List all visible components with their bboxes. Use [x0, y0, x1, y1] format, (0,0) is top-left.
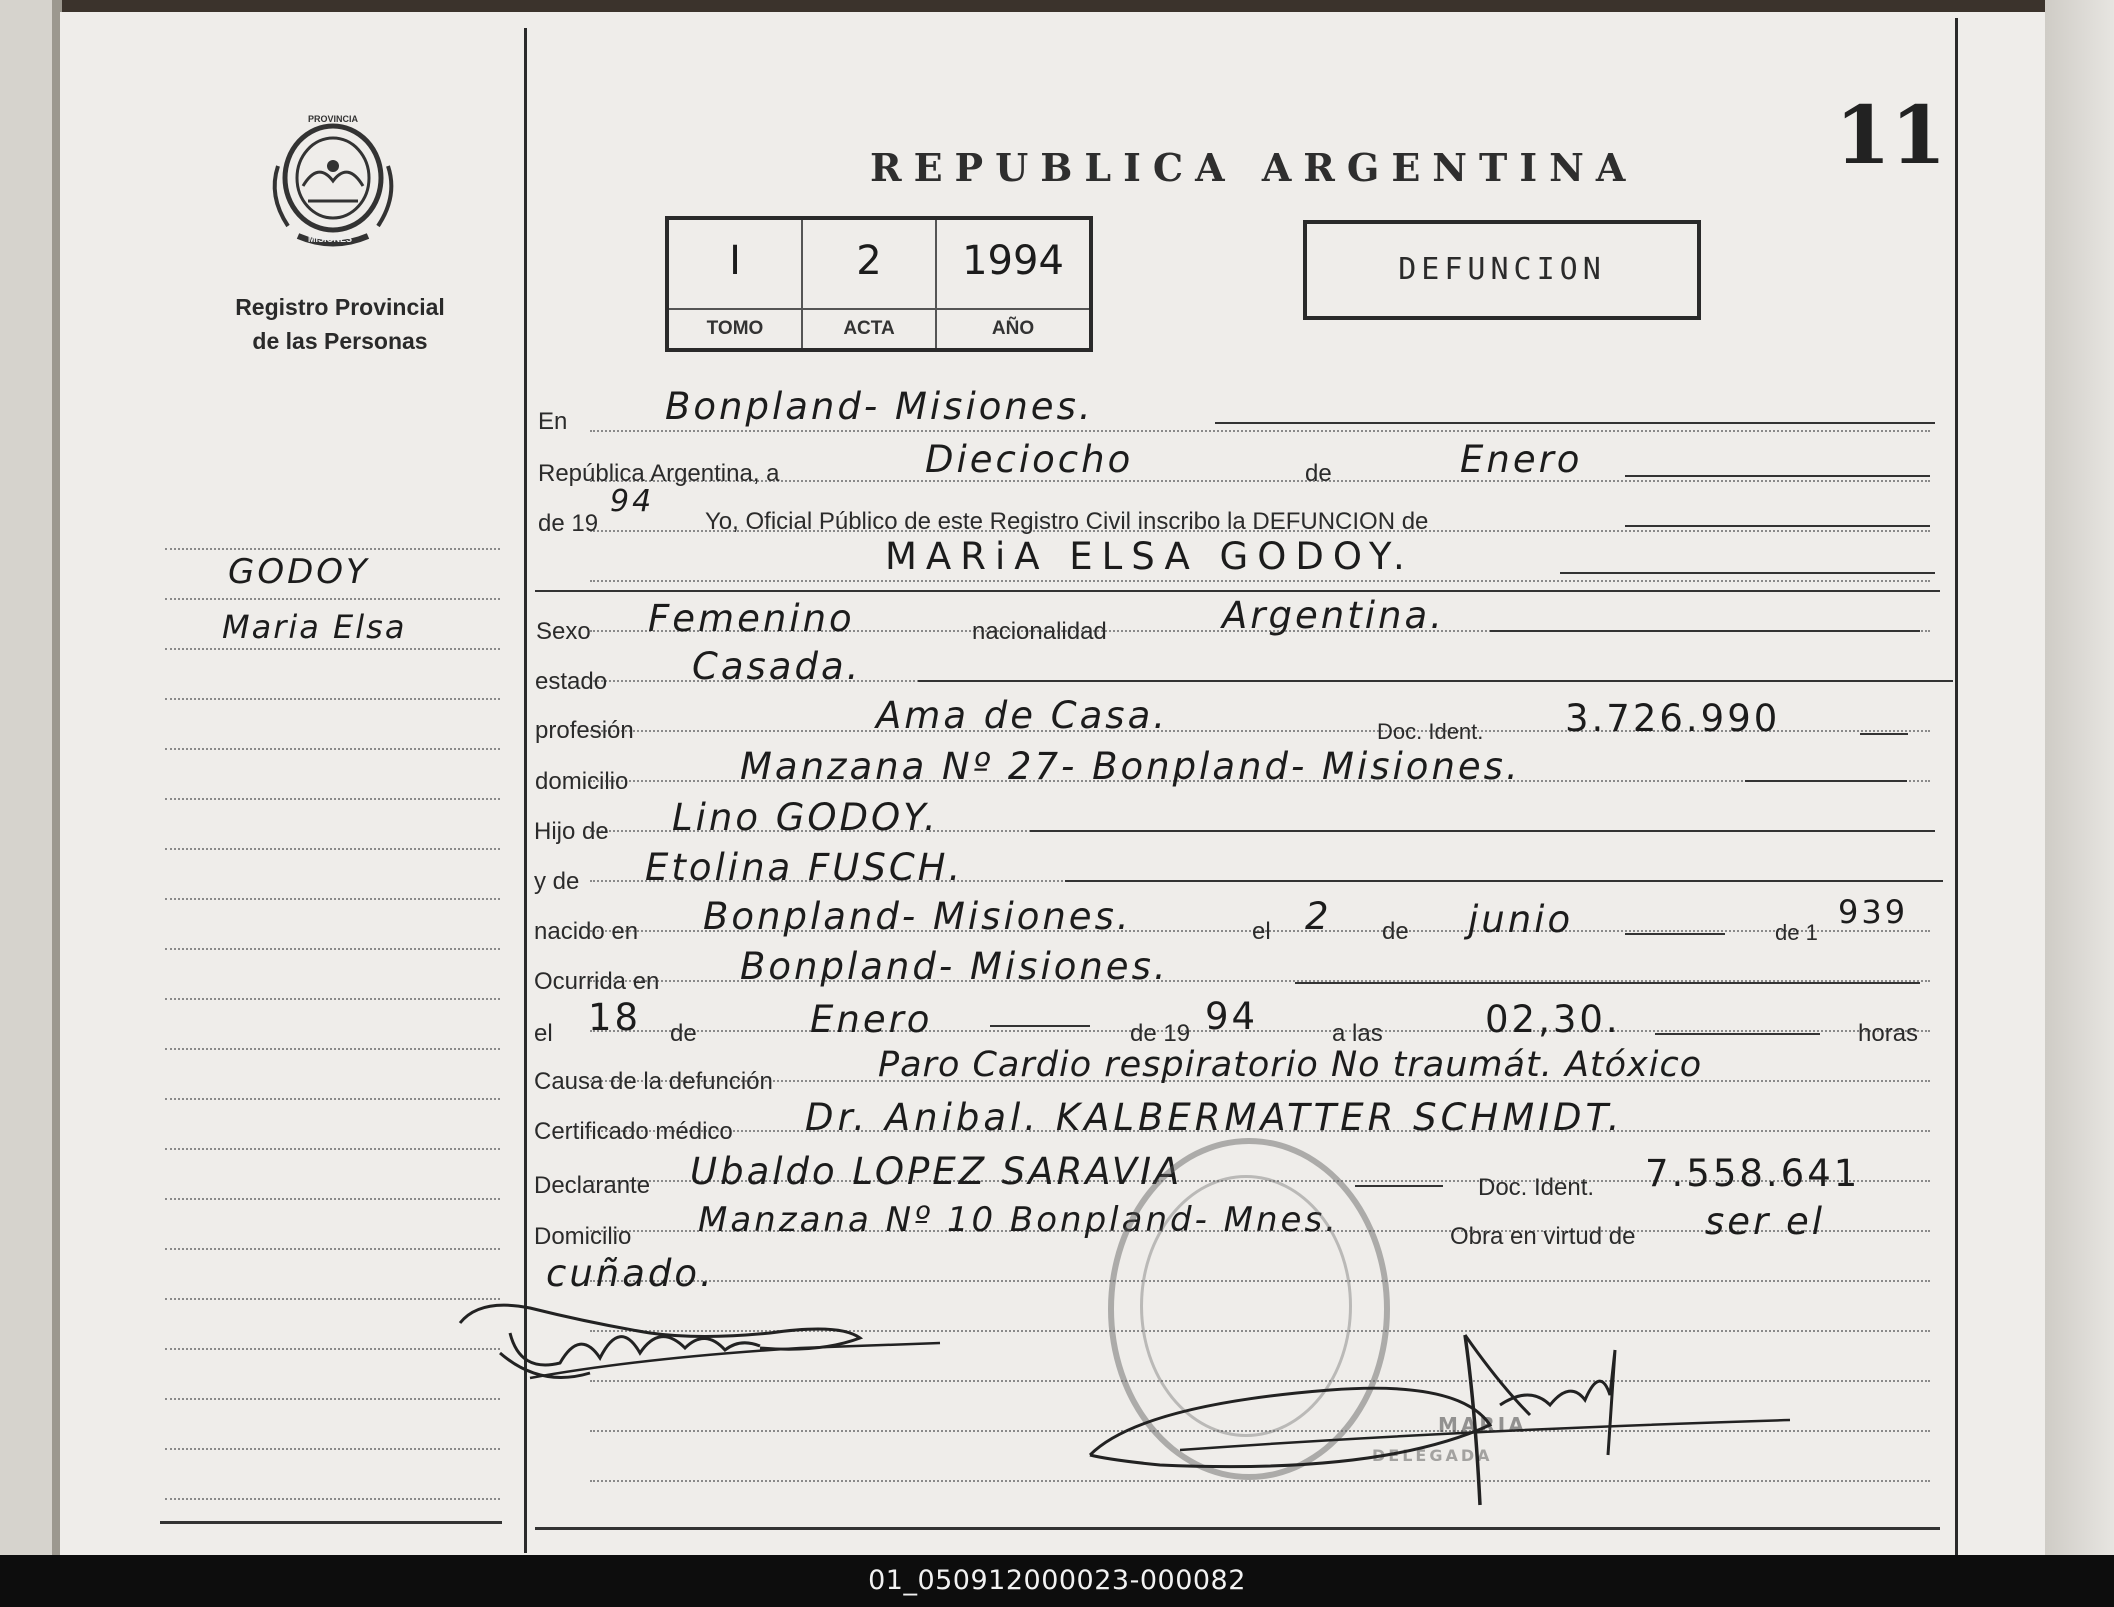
- tomo-value: I: [729, 238, 741, 284]
- margin-given-names: Maria Elsa: [222, 608, 407, 646]
- label-profesion: profesión: [535, 717, 634, 744]
- label-a-las: a las: [1332, 1020, 1383, 1047]
- record-cell-ano: [937, 220, 1089, 348]
- fill-line: [1655, 1033, 1820, 1035]
- margin-dotted-line: [165, 1248, 500, 1250]
- label-el-birth: el: [1252, 918, 1271, 945]
- stamp-role: DELEGADA: [1372, 1446, 1493, 1465]
- value-birthplace: Bonpland- Misiones.: [703, 895, 1132, 938]
- previous-page-edge: [0, 0, 60, 1555]
- label-el-death: el: [534, 1020, 553, 1047]
- stamp-name: MARIA: [1438, 1413, 1527, 1437]
- label-domicilio-declarant: Domicilio: [534, 1223, 632, 1250]
- ano-value: 1994: [962, 238, 1064, 284]
- label-en: En: [538, 408, 568, 435]
- value-nationality: Argentina.: [1222, 594, 1445, 637]
- value-death-month: Enero: [810, 998, 933, 1041]
- fill-line: [990, 1025, 1090, 1027]
- value-sex: Femenino: [648, 597, 855, 640]
- label-declarant-doc: Doc. Ident.: [1478, 1174, 1595, 1201]
- scan-identifier: 01_050912000023-000082: [0, 1555, 2114, 1607]
- value-certifier: Dr. Anibal. KALBERMATTER SCHMIDT.: [805, 1096, 1624, 1139]
- value-birth-year: 939: [1838, 893, 1909, 931]
- value-birth-day: 2: [1305, 895, 1332, 938]
- label-y-de: y de: [534, 868, 580, 895]
- label-obra: Obra en virtud de: [1450, 1223, 1636, 1250]
- record-cell-tomo: [669, 220, 803, 348]
- value-year-short: 94: [610, 484, 655, 519]
- margin-dotted-line: [165, 1098, 500, 1100]
- official-signature: [1080, 1325, 1800, 1515]
- label-hijo-de: Hijo de: [534, 818, 609, 845]
- form-dotted-line: [590, 1030, 1930, 1032]
- value-month: Enero: [1460, 438, 1583, 481]
- margin-dotted-line: [165, 648, 500, 650]
- seal-text-top: PROVINCIA: [308, 114, 359, 124]
- margin-dotted-line: [165, 1448, 500, 1450]
- value-profession: Ama de Casa.: [876, 694, 1169, 737]
- value-deceased-name: MARiA ELSA GODOY.: [885, 535, 1414, 578]
- fill-line: [1625, 475, 1930, 477]
- margin-dotted-line: [165, 1048, 500, 1050]
- margin-dotted-line: [165, 998, 500, 1000]
- fill-line: [1490, 630, 1920, 632]
- margin-dotted-line: [165, 1198, 500, 1200]
- label-declarante: Declarante: [534, 1172, 651, 1199]
- seal-text-bottom: MISIONES: [308, 234, 353, 244]
- margin-dotted-line: [165, 898, 500, 900]
- label-de-birth-month: de: [1382, 918, 1409, 945]
- label-de-death-month: de: [670, 1020, 697, 1047]
- value-day-words: Dieciocho: [925, 438, 1134, 481]
- value-civil-status: Casada.: [692, 645, 862, 688]
- fill-line: [1295, 982, 1920, 984]
- value-declarant-address: Manzana Nº 10 Bonpland- Mnes.: [698, 1200, 1339, 1240]
- label-sexo: Sexo: [536, 618, 591, 645]
- fill-line: [1560, 572, 1935, 574]
- tomo-label: TOMO: [706, 318, 764, 339]
- value-mother: Etolina FUSCH.: [645, 846, 964, 889]
- value-place: Bonpland- Misiones.: [665, 385, 1094, 428]
- margin-dotted-line: [165, 698, 500, 700]
- right-border: [1955, 18, 1958, 1555]
- value-declarant: Ubaldo LOPEZ SARAVIA: [690, 1150, 1183, 1193]
- value-birth-month: junio: [1468, 898, 1574, 941]
- page-number: 11: [1835, 88, 1947, 182]
- label-de-month: de: [1305, 460, 1332, 487]
- form-bottom-rule: [535, 1527, 1940, 1530]
- value-father: Lino GODOY.: [672, 796, 939, 839]
- fill-line: [918, 680, 1953, 682]
- label-horas: horas: [1858, 1020, 1919, 1047]
- value-death-year-short: 94: [1205, 995, 1259, 1038]
- label-nacido-en: nacido en: [534, 918, 639, 945]
- fill-line: [1625, 933, 1725, 935]
- value-address: Manzana Nº 27- Bonpland- Misiones.: [740, 745, 1521, 788]
- document-title: REPUBLICA ARGENTINA: [870, 145, 1638, 190]
- value-death-place: Bonpland- Misiones.: [740, 945, 1169, 988]
- margin-dotted-line: [165, 598, 500, 600]
- value-declarant-doc: 7.558.641: [1645, 1152, 1861, 1195]
- margin-dotted-line: [165, 1148, 500, 1150]
- form-dotted-line: [590, 480, 1930, 482]
- registry-line-1: Registro Provincial: [235, 294, 445, 320]
- label-causa: Causa de la defunción: [534, 1068, 773, 1095]
- value-cause: Paro Cardio respiratorio No traumát. Atóxico: [878, 1045, 1703, 1085]
- scanner-edge: [0, 0, 2114, 12]
- margin-dotted-line: [165, 548, 500, 550]
- margin-dotted-line: [165, 948, 500, 950]
- label-ocurrida-en: Ocurrida en: [534, 968, 660, 995]
- value-death-day: 18: [588, 996, 642, 1039]
- fill-line: [1065, 880, 1943, 882]
- label-doc-ident: Doc. Ident.: [1377, 719, 1484, 744]
- fill-line: [535, 590, 1940, 592]
- record-cell-acta: [803, 220, 937, 348]
- fill-line: [1355, 1185, 1443, 1187]
- registry-line-2: de las Personas: [252, 328, 428, 354]
- fill-line: [1030, 830, 1935, 832]
- fill-line: [1745, 780, 1907, 782]
- label-republica: República Argentina, a: [538, 460, 780, 487]
- value-doc-ident: 3.726.990: [1565, 697, 1781, 740]
- margin-dotted-line: [165, 748, 500, 750]
- form-dotted-line: [590, 580, 1930, 582]
- margin-surname: GODOY: [228, 552, 370, 592]
- label-nacionalidad: nacionalidad: [972, 618, 1107, 645]
- label-domicilio: domicilio: [535, 768, 629, 795]
- margin-dotted-line: [165, 1398, 500, 1400]
- label-de-19: de 19: [538, 510, 599, 537]
- label-de-1: de 1: [1775, 920, 1818, 945]
- acta-label: ACTA: [843, 318, 895, 339]
- fill-line: [1215, 422, 1935, 424]
- next-page-edge: [2045, 0, 2114, 1555]
- ano-label: AÑO: [991, 318, 1035, 339]
- margin-dotted-line: [165, 848, 500, 850]
- label-de-19-death: de 19: [1130, 1020, 1191, 1047]
- fill-line: [1625, 525, 1930, 527]
- value-death-time: 02,30.: [1485, 998, 1621, 1041]
- form-dotted-line: [590, 430, 1930, 432]
- label-certificado: Certificado médico: [534, 1118, 733, 1145]
- label-estado: estado: [535, 668, 608, 695]
- document-type-box: DEFUNCION: [1303, 220, 1701, 320]
- value-obra-reason: ser el: [1705, 1200, 1826, 1243]
- record-box: [665, 216, 1093, 352]
- label-inscribo: Yo, Oficial Público de este Registro Civil inscribo la DEFUNCION de: [705, 508, 1429, 535]
- margin-dotted-line: [165, 1498, 500, 1500]
- acta-value: 2: [856, 238, 882, 284]
- value-relation: cuñado.: [546, 1252, 715, 1295]
- provincial-seal: [258, 106, 408, 256]
- fill-line: [1860, 733, 1908, 735]
- margin-bottom-rule: [160, 1521, 502, 1524]
- registry-name: [200, 290, 480, 358]
- margin-dotted-line: [165, 798, 500, 800]
- declarant-signature: [440, 1278, 960, 1398]
